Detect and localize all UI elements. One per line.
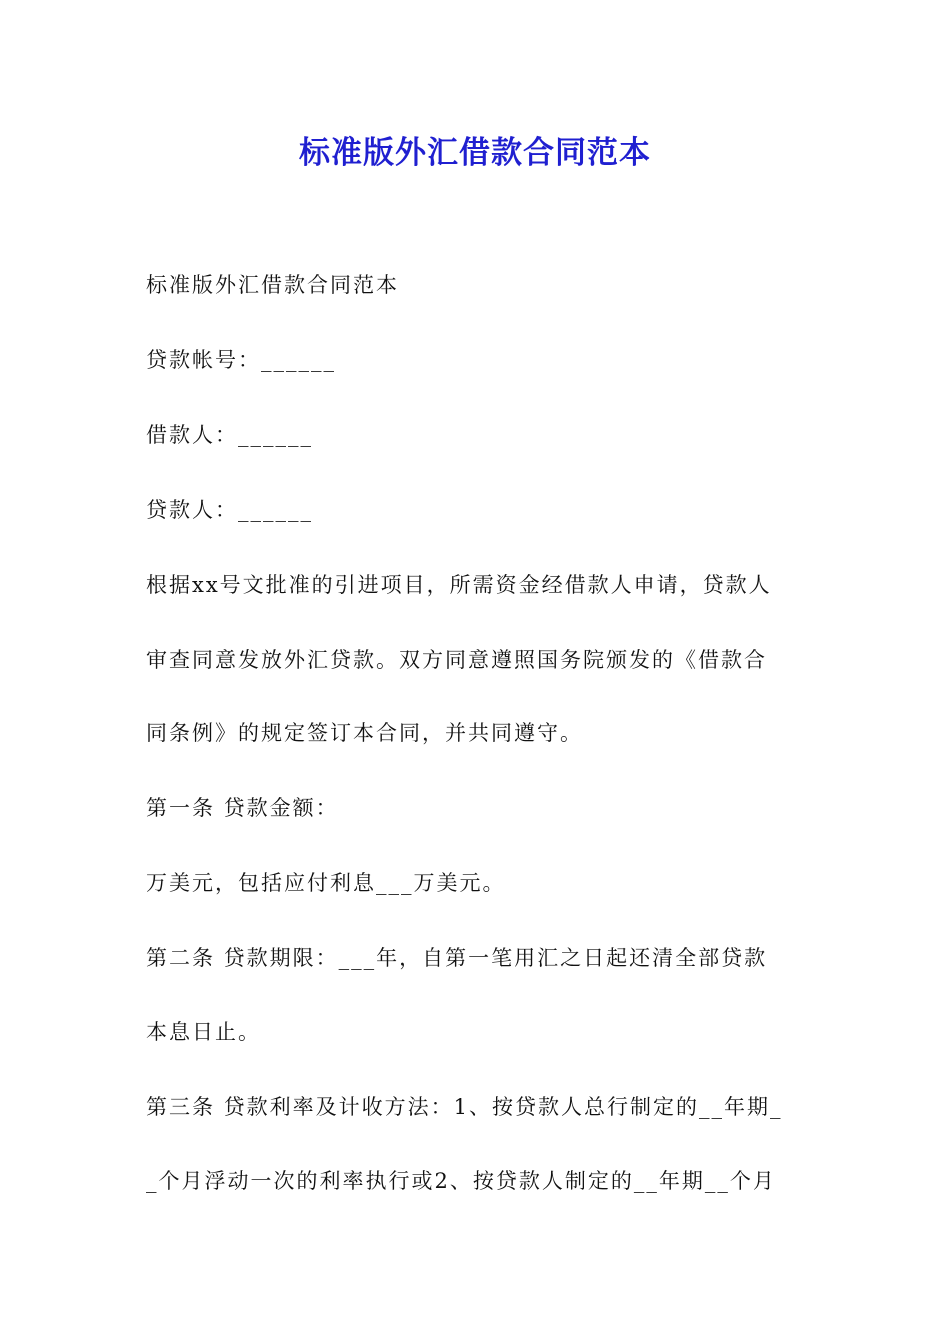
subtitle-line: 标准版外汇借款合同范本 — [146, 273, 399, 297]
document-title: 标准版外汇借款合同范本 — [299, 135, 651, 171]
loan-account-line: 贷款帐号：______ — [146, 348, 336, 372]
article-3-line-2: _个月浮动一次的利率执行或2、按贷款人制定的__年期__个月 — [146, 1169, 776, 1193]
article-1-body: 万美元，包括应付利息___万美元。 — [146, 871, 506, 895]
article-1-heading: 第一条 贷款金额： — [146, 796, 339, 820]
article-2-line-2: 本息日止。 — [146, 1020, 261, 1044]
preamble-line-3: 同条例》的规定签订本合同，并共同遵守。 — [146, 721, 583, 745]
borrower-line: 借款人：______ — [146, 423, 313, 447]
article-2-line-1: 第二条 贷款期限：___年，自第一笔用汇之日起还清全部贷款 — [146, 946, 768, 970]
lender-line: 贷款人：______ — [146, 498, 313, 522]
preamble-line-2: 审查同意发放外汇贷款。双方同意遵照国务院颁发的《借款合 — [146, 648, 767, 672]
preamble-line-1: 根据xx号文批准的引进项目，所需资金经借款人申请，贷款人 — [146, 573, 772, 597]
article-3-line-1: 第三条 贷款利率及计收方法：1、按贷款人总行制定的__年期_ — [146, 1095, 783, 1119]
